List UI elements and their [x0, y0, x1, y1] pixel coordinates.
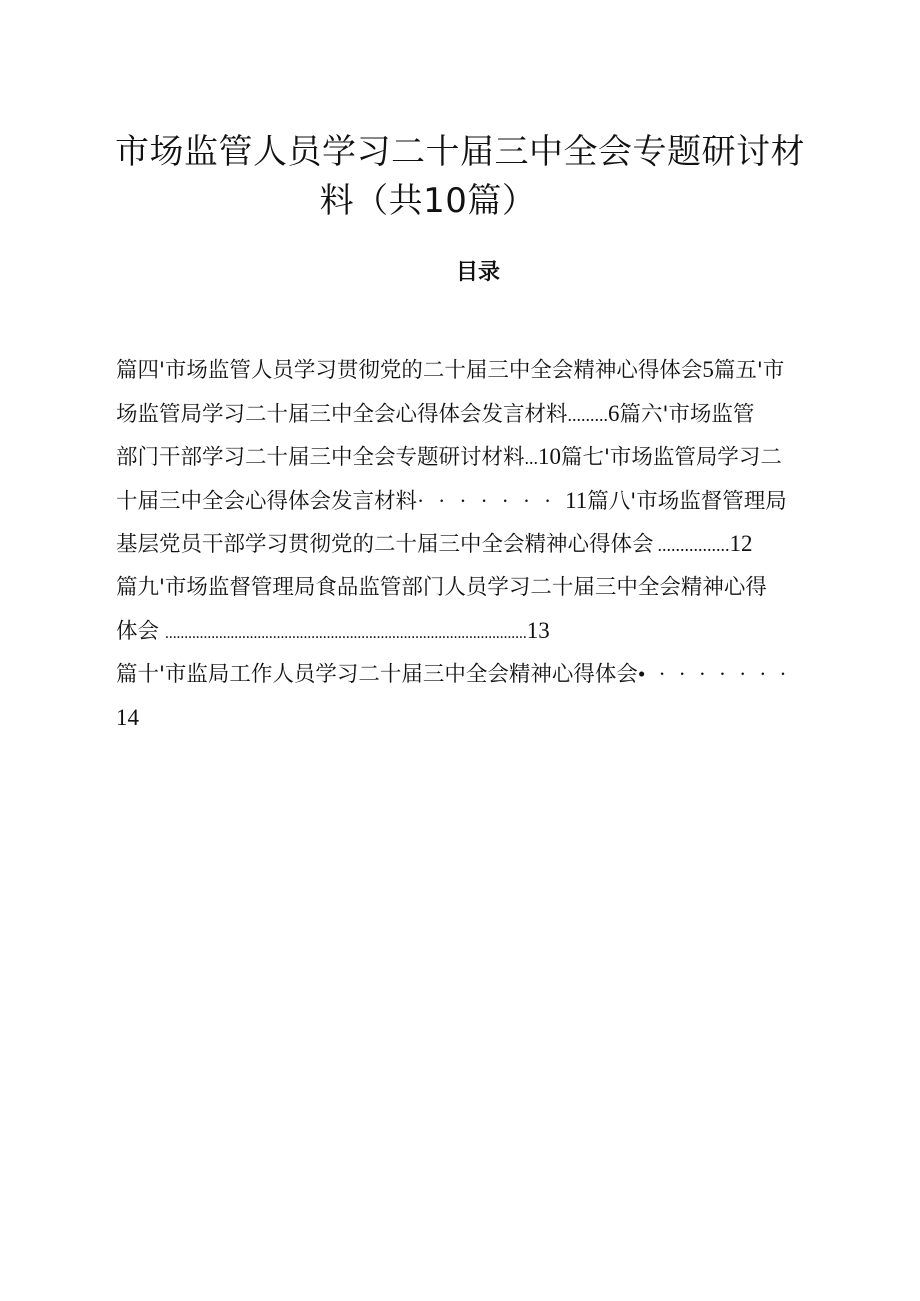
toc-line-4	[116, 479, 856, 523]
toc-page-number: 12	[729, 531, 753, 556]
toc-leader-dots: ................	[657, 535, 730, 555]
title-line-2: 料（共10篇）	[319, 181, 537, 221]
toc-text: 篇七'市场监管局学习二	[561, 445, 782, 470]
toc-line-3	[116, 435, 856, 479]
toc-page-number: 11	[565, 487, 588, 513]
title-line-1: 市场监管人员学习二十届三中全会专题研讨材	[115, 132, 805, 172]
toc-page-number: 5	[702, 357, 714, 382]
toc-line-9	[116, 696, 856, 740]
toc-line-6	[116, 566, 856, 610]
toc-text: 篇八'市场监督管理局	[587, 488, 787, 514]
toc-text: 体会	[116, 619, 160, 644]
toc-text: 部门干部学习二十届三中全会专题研讨材料	[116, 445, 525, 470]
toc-text: 篇九'市场监督管理局食品监管部门人员学习二十届三中全会精神心得	[116, 574, 767, 600]
toc-page-number: 13	[526, 618, 550, 643]
toc-line-8	[116, 653, 856, 697]
toc-text: 场监管局学习二十届三中全会心得体会发言材料	[116, 401, 568, 427]
toc-page-number: 10	[538, 444, 562, 469]
toc-leader-dots: •·······	[637, 661, 800, 686]
toc-heading: 目录	[455, 260, 500, 285]
toc-leader-dots: ...	[524, 448, 539, 468]
toc-line-2	[116, 392, 856, 436]
toc-line-5	[116, 522, 856, 566]
toc-text: 十届三中全会心得体会发言材料	[116, 488, 418, 514]
toc-text: 篇十'市监局工作人员学习二十届三中全会精神心得体会	[116, 661, 638, 687]
toc-text: 篇六'市场监管	[619, 401, 755, 427]
toc-text: 篇四'市场监管人员学习贯彻党的二十届三中全会精神心得体会	[116, 358, 703, 383]
toc-text: 篇五'市	[713, 358, 785, 383]
document-title	[110, 128, 810, 226]
toc-text: 基层党员干部学习贯彻党的二十届三中全会精神心得体会	[116, 532, 654, 557]
table-of-contents	[116, 348, 856, 740]
toc-page-number: 14	[116, 705, 139, 730]
toc-leader-dots: .........	[567, 404, 609, 425]
toc-leader-dots: ·······	[417, 488, 566, 513]
toc-leader-dots: ..............................................................................................	[165, 625, 527, 642]
toc-page-number: 6	[608, 400, 620, 426]
toc-line-7	[116, 609, 856, 653]
toc-line-1	[116, 348, 856, 392]
